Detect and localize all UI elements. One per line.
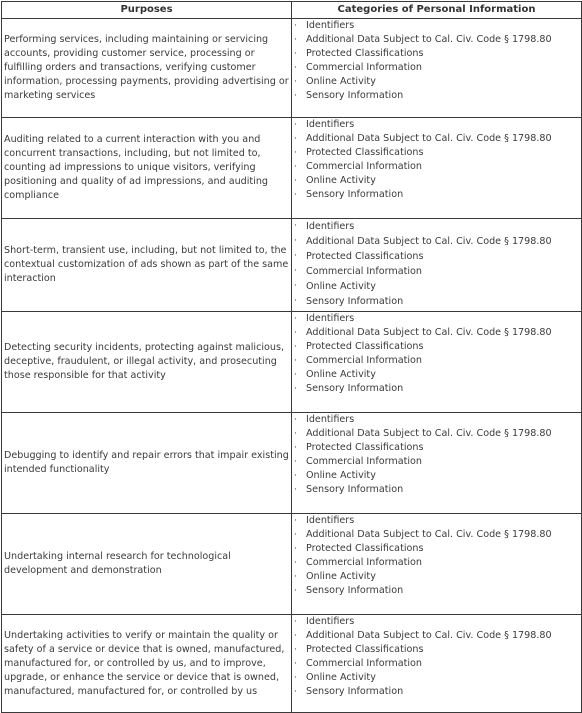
category-label: Sensory Information bbox=[306, 296, 404, 307]
bullet-icon: · bbox=[294, 384, 297, 394]
list-item bbox=[294, 146, 581, 160]
category-label: Additional Data Subject to Cal. Civ. Code § 1798.80 bbox=[306, 428, 552, 439]
bullet-icon: · bbox=[294, 63, 297, 73]
list-item bbox=[294, 514, 581, 528]
bullet-icon: · bbox=[294, 673, 297, 683]
bullet-icon: · bbox=[294, 443, 297, 453]
list-item bbox=[294, 657, 581, 671]
bullet-icon: · bbox=[294, 251, 297, 261]
bullet-icon: · bbox=[294, 77, 297, 87]
category-label: Protected Classifications bbox=[306, 48, 424, 59]
category-label: Online Activity bbox=[306, 369, 376, 380]
purpose-cell: Debugging to identify and repair errors that impair existing intended functionality bbox=[2, 413, 292, 514]
category-label: Online Activity bbox=[306, 76, 376, 87]
table-row bbox=[2, 19, 582, 118]
list-item bbox=[294, 188, 581, 202]
table-row bbox=[2, 413, 582, 514]
bullet-icon: · bbox=[294, 190, 297, 200]
list-item bbox=[294, 528, 581, 542]
category-label: Identifiers bbox=[306, 119, 355, 130]
bullet-icon: · bbox=[294, 586, 297, 596]
table-row bbox=[2, 312, 582, 413]
bullet-icon: · bbox=[294, 659, 297, 669]
categories-cell bbox=[292, 19, 582, 118]
bullet-icon: · bbox=[294, 687, 297, 697]
bullet-icon: · bbox=[294, 429, 297, 439]
category-label: Sensory Information bbox=[306, 484, 404, 495]
bullet-icon: · bbox=[294, 134, 297, 144]
category-label: Protected Classifications bbox=[306, 442, 424, 453]
category-label: Protected Classifications bbox=[306, 251, 424, 262]
bullet-icon: · bbox=[294, 631, 297, 641]
category-label: Identifiers bbox=[306, 221, 355, 232]
table-row bbox=[2, 615, 582, 713]
category-label: Commercial Information bbox=[306, 161, 422, 172]
category-label: Commercial Information bbox=[306, 355, 422, 366]
category-label: Additional Data Subject to Cal. Civ. Code § 1798.80 bbox=[306, 327, 552, 338]
table-row bbox=[2, 514, 582, 615]
list-item bbox=[294, 368, 581, 382]
bullet-icon: · bbox=[294, 281, 297, 291]
purpose-cell: Performing services, including maintaining or servicing accounts, providing customer service, processing or fulfilling orders and transactions, verifying customer information, processing payments, providing advertising or marketing services bbox=[2, 19, 292, 118]
category-label: Identifiers bbox=[306, 313, 355, 324]
list-item bbox=[294, 249, 581, 264]
bullet-icon: · bbox=[294, 221, 297, 231]
list-item bbox=[294, 312, 581, 326]
bullet-icon: · bbox=[294, 370, 297, 380]
category-label: Additional Data Subject to Cal. Civ. Code § 1798.80 bbox=[306, 529, 552, 540]
list-item bbox=[294, 160, 581, 174]
bullet-icon: · bbox=[294, 314, 297, 324]
category-label: Commercial Information bbox=[306, 456, 422, 467]
table-row bbox=[2, 219, 582, 312]
list-item bbox=[294, 294, 581, 309]
table-row bbox=[2, 118, 582, 219]
category-label: Sensory Information bbox=[306, 189, 404, 200]
list-item bbox=[294, 279, 581, 294]
category-label: Commercial Information bbox=[306, 62, 422, 73]
category-list bbox=[294, 118, 581, 202]
category-list bbox=[294, 19, 581, 103]
list-item bbox=[294, 382, 581, 396]
category-label: Protected Classifications bbox=[306, 147, 424, 158]
list-item bbox=[294, 685, 581, 699]
bullet-icon: · bbox=[294, 516, 297, 526]
categories-cell bbox=[292, 514, 582, 615]
category-list bbox=[294, 413, 581, 497]
category-label: Additional Data Subject to Cal. Civ. Code § 1798.80 bbox=[306, 236, 552, 247]
category-label: Sensory Information bbox=[306, 686, 404, 697]
category-label: Online Activity bbox=[306, 470, 376, 481]
list-item bbox=[294, 174, 581, 188]
category-label: Protected Classifications bbox=[306, 543, 424, 554]
bullet-icon: · bbox=[294, 617, 297, 627]
category-list bbox=[294, 615, 581, 699]
bullet-icon: · bbox=[294, 49, 297, 59]
bullet-icon: · bbox=[294, 91, 297, 101]
list-item bbox=[294, 33, 581, 47]
list-item bbox=[294, 264, 581, 279]
category-label: Sensory Information bbox=[306, 90, 404, 101]
list-item bbox=[294, 556, 581, 570]
bullet-icon: · bbox=[294, 162, 297, 172]
purpose-cell: Undertaking activities to verify or maintain the quality or safety of a service or device that is owned, manufactured, manufactured for, or controlled by us, and to improve, upgrade, or enhance the service or device that is owned, manufactured, manufactured for, or controlled by us bbox=[2, 615, 292, 713]
bullet-icon: · bbox=[294, 35, 297, 45]
category-label: Commercial Information bbox=[306, 557, 422, 568]
list-item bbox=[294, 542, 581, 556]
list-item bbox=[294, 570, 581, 584]
list-item bbox=[294, 19, 581, 33]
category-list bbox=[294, 219, 581, 309]
purpose-cell: Detecting security incidents, protecting against malicious, deceptive, fraudulent, or illegal activity, and prosecuting those responsible for that activity bbox=[2, 312, 292, 413]
bullet-icon: · bbox=[294, 415, 297, 425]
bullet-icon: · bbox=[294, 342, 297, 352]
list-item bbox=[294, 132, 581, 146]
list-item bbox=[294, 427, 581, 441]
bullet-icon: · bbox=[294, 558, 297, 568]
list-item bbox=[294, 615, 581, 629]
bullet-icon: · bbox=[294, 572, 297, 582]
bullet-icon: · bbox=[294, 296, 297, 306]
list-item bbox=[294, 455, 581, 469]
list-item bbox=[294, 75, 581, 89]
category-list bbox=[294, 312, 581, 396]
category-label: Commercial Information bbox=[306, 658, 422, 669]
list-item bbox=[294, 413, 581, 427]
purpose-cell: Short-term, transient use, including, but not limited to, the contextual customization of ads shown as part of the same interaction bbox=[2, 219, 292, 312]
categories-cell bbox=[292, 413, 582, 514]
purpose-cell: Undertaking internal research for technological development and demonstration bbox=[2, 514, 292, 615]
categories-cell bbox=[292, 312, 582, 413]
bullet-icon: · bbox=[294, 21, 297, 31]
category-label: Protected Classifications bbox=[306, 644, 424, 655]
category-label: Identifiers bbox=[306, 414, 355, 425]
list-item bbox=[294, 483, 581, 497]
list-item bbox=[294, 340, 581, 354]
categories-cell bbox=[292, 219, 582, 312]
header-categories: Categories of Personal Information bbox=[292, 2, 582, 19]
list-item bbox=[294, 671, 581, 685]
list-item bbox=[294, 89, 581, 103]
list-item bbox=[294, 584, 581, 598]
table-header-row bbox=[2, 2, 582, 19]
list-item bbox=[294, 118, 581, 132]
purpose-cell: Auditing related to a current interaction with you and concurrent transactions, including, but not limited to, counting ad impressions to unique visitors, verifying positioning and quality of ad impressions, and auditing compliance bbox=[2, 118, 292, 219]
category-label: Identifiers bbox=[306, 20, 355, 31]
category-label: Sensory Information bbox=[306, 383, 404, 394]
category-label: Additional Data Subject to Cal. Civ. Code § 1798.80 bbox=[306, 630, 552, 641]
category-label: Commercial Information bbox=[306, 266, 422, 277]
bullet-icon: · bbox=[294, 148, 297, 158]
bullet-icon: · bbox=[294, 457, 297, 467]
bullet-icon: · bbox=[294, 645, 297, 655]
category-label: Additional Data Subject to Cal. Civ. Code § 1798.80 bbox=[306, 133, 552, 144]
list-item bbox=[294, 441, 581, 455]
list-item bbox=[294, 643, 581, 657]
category-label: Additional Data Subject to Cal. Civ. Code § 1798.80 bbox=[306, 34, 552, 45]
bullet-icon: · bbox=[294, 236, 297, 246]
header-purposes: Purposes bbox=[2, 2, 292, 19]
category-label: Online Activity bbox=[306, 281, 376, 292]
categories-cell bbox=[292, 118, 582, 219]
bullet-icon: · bbox=[294, 485, 297, 495]
list-item bbox=[294, 47, 581, 61]
bullet-icon: · bbox=[294, 471, 297, 481]
purposes-categories-table bbox=[1, 1, 582, 713]
category-label: Online Activity bbox=[306, 571, 376, 582]
list-item bbox=[294, 326, 581, 340]
bullet-icon: · bbox=[294, 356, 297, 366]
bullet-icon: · bbox=[294, 328, 297, 338]
bullet-icon: · bbox=[294, 544, 297, 554]
category-label: Sensory Information bbox=[306, 585, 404, 596]
category-list bbox=[294, 514, 581, 598]
category-label: Online Activity bbox=[306, 175, 376, 186]
list-item bbox=[294, 629, 581, 643]
category-label: Identifiers bbox=[306, 616, 355, 627]
bullet-icon: · bbox=[294, 176, 297, 186]
bullet-icon: · bbox=[294, 266, 297, 276]
list-item bbox=[294, 234, 581, 249]
category-label: Online Activity bbox=[306, 672, 376, 683]
list-item bbox=[294, 219, 581, 234]
list-item bbox=[294, 469, 581, 483]
list-item bbox=[294, 354, 581, 368]
bullet-icon: · bbox=[294, 530, 297, 540]
bullet-icon: · bbox=[294, 120, 297, 130]
category-label: Protected Classifications bbox=[306, 341, 424, 352]
category-label: Identifiers bbox=[306, 515, 355, 526]
categories-cell bbox=[292, 615, 582, 713]
list-item bbox=[294, 61, 581, 75]
